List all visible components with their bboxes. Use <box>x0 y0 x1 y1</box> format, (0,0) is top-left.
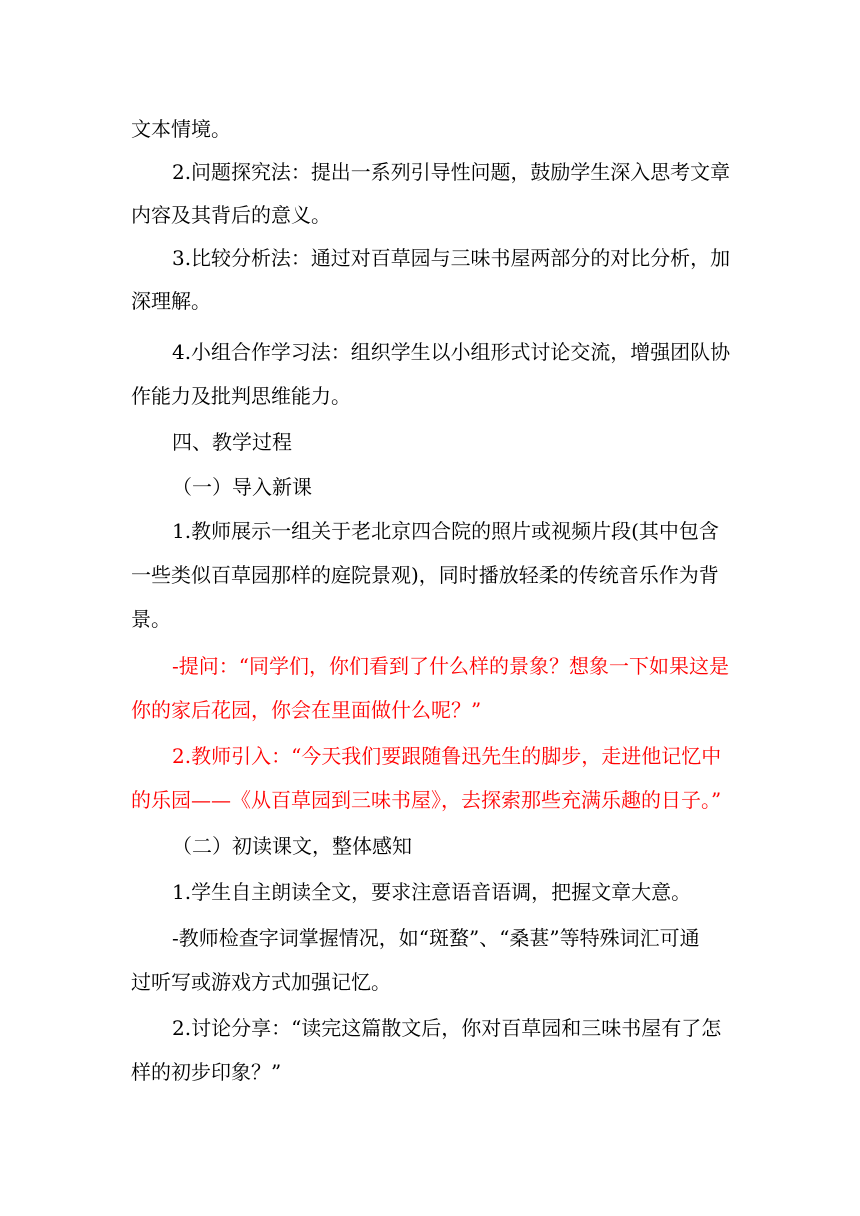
text-line: 过听写或游戏方式加强记忆。 <box>131 970 391 994</box>
text-line: 2.讨论分享：“读完这篇散文后，你对百草园和三味书屋有了怎 <box>172 1016 722 1040</box>
highlighted-text-line: 2.教师引入：“今天我们要跟随鲁迅先生的脚步，走进他记忆中 <box>172 744 722 768</box>
text-line: 1.学生自主朗读全文，要求注意语音语调，把握文章大意。 <box>172 880 692 904</box>
subsection-heading: （一）导入新课 <box>172 475 312 499</box>
highlighted-text-line: 的乐园——《从百草园到三味书屋》，去探索那些充满乐趣的日子。” <box>131 788 722 812</box>
highlighted-text-line: -提问：“同学们，你们看到了什么样的景象？想象一下如果这是 <box>172 654 729 678</box>
section-heading: 四、教学过程 <box>172 430 292 454</box>
text-line: 文本情境。 <box>131 117 231 141</box>
text-line: 景。 <box>131 607 171 631</box>
text-line: -教师检查字词掌握情况，如“斑蝥”、“桑葚”等特殊词汇可通 <box>172 926 700 950</box>
highlighted-text-line: 你的家后花园，你会在里面做什么呢？” <box>131 698 482 722</box>
text-line: 作能力及批判思维能力。 <box>131 384 351 408</box>
text-line: 1.教师展示一组关于老北京四合院的照片或视频片段(其中包含 <box>172 519 719 543</box>
text-line: 内容及其背后的意义。 <box>131 203 331 227</box>
text-line: 一些类似百草园那样的庭院景观)，同时播放轻柔的传统音乐作为背 <box>131 563 719 587</box>
text-line: 4.小组合作学习法：组织学生以小组形式讨论交流，增强团队协 <box>172 340 731 364</box>
text-line: 3.比较分析法：通过对百草园与三味书屋两部分的对比分析，加 <box>172 246 731 270</box>
subsection-heading: （二）初读课文，整体感知 <box>172 834 412 858</box>
text-line: 深理解。 <box>131 289 211 313</box>
text-line: 2.问题探究法：提出一系列引导性问题，鼓励学生深入思考文章 <box>172 160 731 184</box>
text-line: 样的初步印象？” <box>131 1060 282 1084</box>
